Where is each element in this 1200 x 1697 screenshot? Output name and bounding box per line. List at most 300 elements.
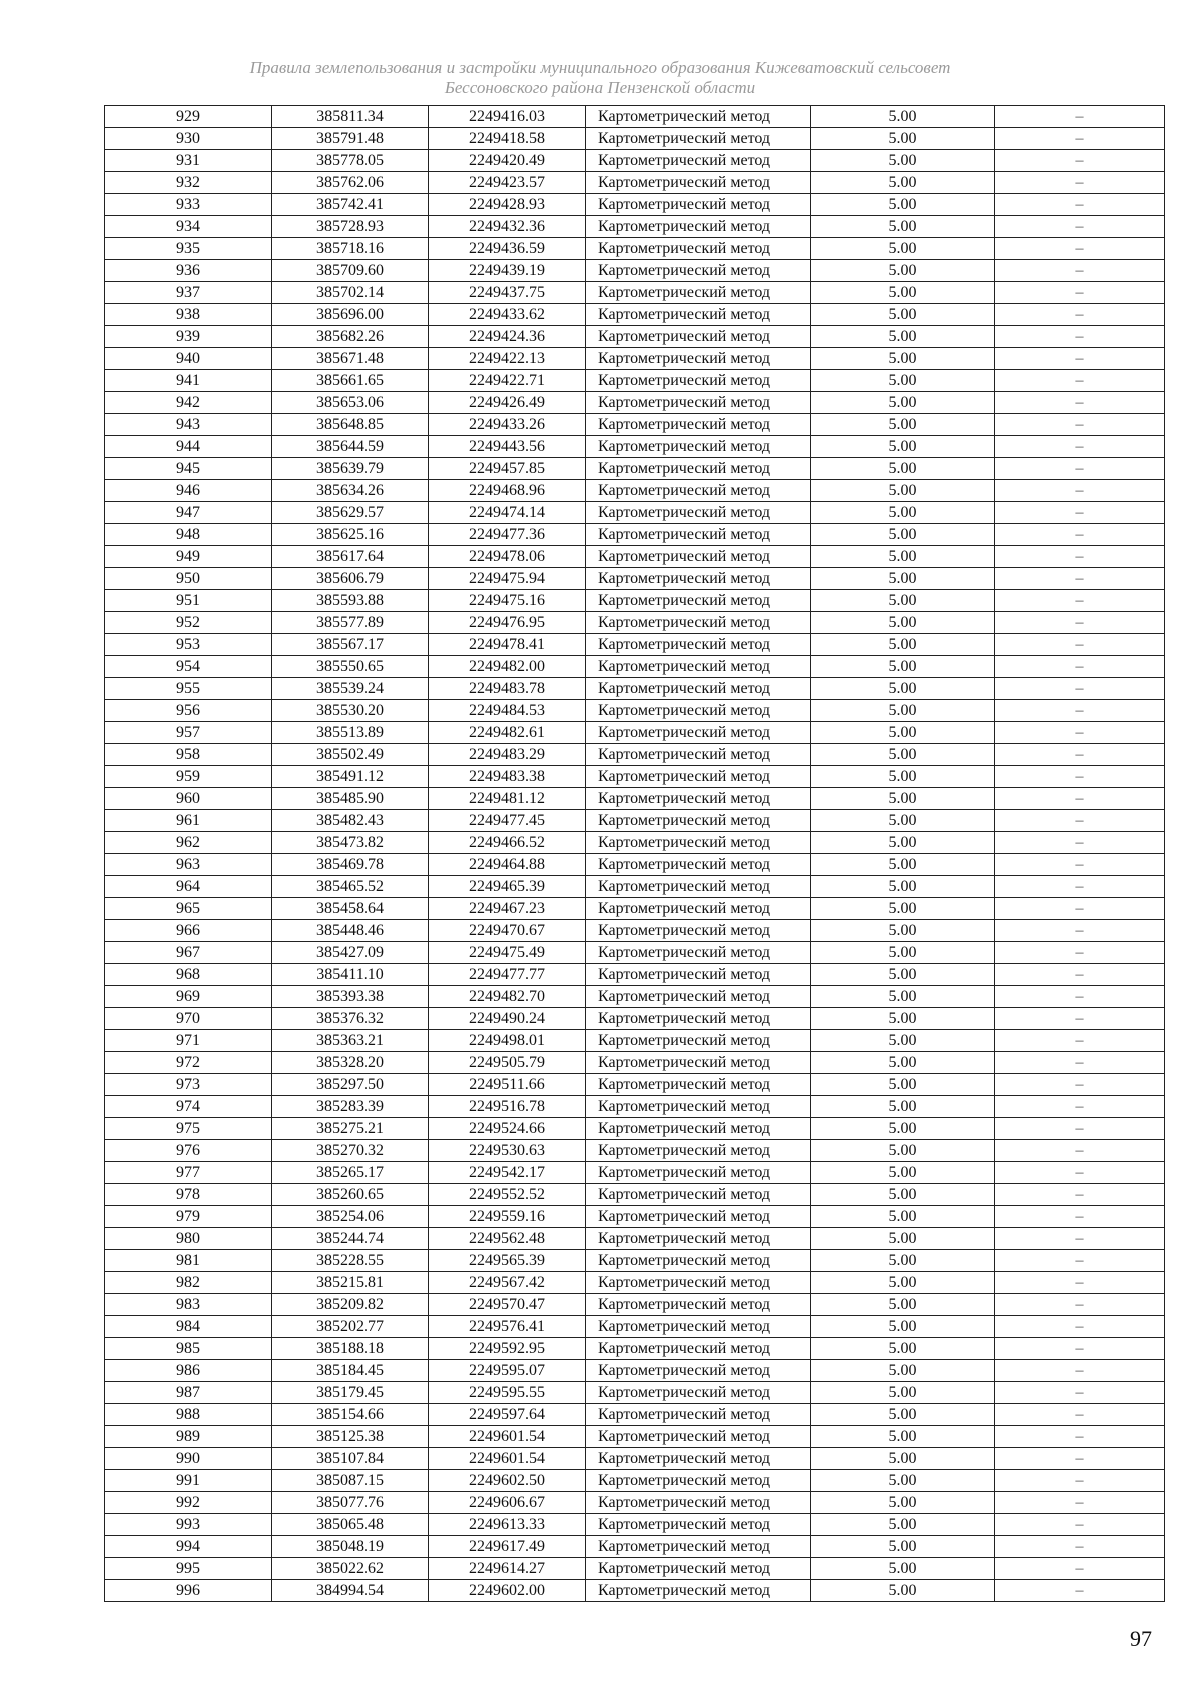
x-coordinate-cell: 385485.90	[272, 788, 429, 810]
note-cell: –	[995, 1382, 1165, 1404]
accuracy-cell: 5.00	[811, 216, 995, 238]
x-coordinate-cell: 385411.10	[272, 964, 429, 986]
method-cell: Картометрический метод	[586, 282, 811, 304]
table-row	[105, 216, 1165, 238]
table-row	[105, 458, 1165, 480]
method-cell: Картометрический метод	[586, 788, 811, 810]
y-coordinate-cell: 2249477.36	[429, 524, 586, 546]
accuracy-cell: 5.00	[811, 1162, 995, 1184]
document-header	[0, 58, 1200, 98]
point-number-cell: 992	[105, 1492, 272, 1514]
accuracy-cell: 5.00	[811, 854, 995, 876]
point-number-cell: 943	[105, 414, 272, 436]
x-coordinate-cell: 385530.20	[272, 700, 429, 722]
x-coordinate-cell: 385209.82	[272, 1294, 429, 1316]
y-coordinate-cell: 2249477.77	[429, 964, 586, 986]
point-number-cell: 932	[105, 172, 272, 194]
point-number-cell: 956	[105, 700, 272, 722]
y-coordinate-cell: 2249465.39	[429, 876, 586, 898]
note-cell: –	[995, 128, 1165, 150]
point-number-cell: 933	[105, 194, 272, 216]
accuracy-cell: 5.00	[811, 832, 995, 854]
accuracy-cell: 5.00	[811, 546, 995, 568]
point-number-cell: 940	[105, 348, 272, 370]
y-coordinate-cell: 2249483.29	[429, 744, 586, 766]
table-row	[105, 502, 1165, 524]
y-coordinate-cell: 2249565.39	[429, 1250, 586, 1272]
note-cell: –	[995, 480, 1165, 502]
table-row	[105, 1426, 1165, 1448]
x-coordinate-cell: 385125.38	[272, 1426, 429, 1448]
accuracy-cell: 5.00	[811, 260, 995, 282]
table-row	[105, 348, 1165, 370]
note-cell: –	[995, 942, 1165, 964]
table-row	[105, 1294, 1165, 1316]
x-coordinate-cell: 385228.55	[272, 1250, 429, 1272]
y-coordinate-cell: 2249524.66	[429, 1118, 586, 1140]
note-cell: –	[995, 1514, 1165, 1536]
method-cell: Картометрический метод	[586, 546, 811, 568]
point-number-cell: 982	[105, 1272, 272, 1294]
accuracy-cell: 5.00	[811, 1008, 995, 1030]
note-cell: –	[995, 1272, 1165, 1294]
y-coordinate-cell: 2249482.00	[429, 656, 586, 678]
table-row	[105, 1140, 1165, 1162]
y-coordinate-cell: 2249511.66	[429, 1074, 586, 1096]
method-cell: Картометрический метод	[586, 1118, 811, 1140]
y-coordinate-cell: 2249601.54	[429, 1448, 586, 1470]
point-number-cell: 971	[105, 1030, 272, 1052]
point-number-cell: 975	[105, 1118, 272, 1140]
table-row	[105, 876, 1165, 898]
point-number-cell: 942	[105, 392, 272, 414]
accuracy-cell: 5.00	[811, 458, 995, 480]
point-number-cell: 990	[105, 1448, 272, 1470]
table-row	[105, 1272, 1165, 1294]
y-coordinate-cell: 2249482.61	[429, 722, 586, 744]
method-cell: Картометрический метод	[586, 854, 811, 876]
method-cell: Картометрический метод	[586, 634, 811, 656]
method-cell: Картометрический метод	[586, 1294, 811, 1316]
note-cell: –	[995, 876, 1165, 898]
note-cell: –	[995, 920, 1165, 942]
table-row	[105, 832, 1165, 854]
point-number-cell: 988	[105, 1404, 272, 1426]
point-number-cell: 958	[105, 744, 272, 766]
y-coordinate-cell: 2249437.75	[429, 282, 586, 304]
point-number-cell: 991	[105, 1470, 272, 1492]
x-coordinate-cell: 385465.52	[272, 876, 429, 898]
accuracy-cell: 5.00	[811, 1558, 995, 1580]
point-number-cell: 981	[105, 1250, 272, 1272]
x-coordinate-cell: 385696.00	[272, 304, 429, 326]
method-cell: Картометрический метод	[586, 1272, 811, 1294]
y-coordinate-cell: 2249422.13	[429, 348, 586, 370]
accuracy-cell: 5.00	[811, 1184, 995, 1206]
accuracy-cell: 5.00	[811, 524, 995, 546]
table-row	[105, 854, 1165, 876]
point-number-cell: 973	[105, 1074, 272, 1096]
accuracy-cell: 5.00	[811, 1382, 995, 1404]
table-row	[105, 678, 1165, 700]
y-coordinate-cell: 2249432.36	[429, 216, 586, 238]
x-coordinate-cell: 385617.64	[272, 546, 429, 568]
point-number-cell: 950	[105, 568, 272, 590]
point-number-cell: 946	[105, 480, 272, 502]
y-coordinate-cell: 2249606.67	[429, 1492, 586, 1514]
note-cell: –	[995, 1162, 1165, 1184]
point-number-cell: 934	[105, 216, 272, 238]
y-coordinate-cell: 2249490.24	[429, 1008, 586, 1030]
point-number-cell: 989	[105, 1426, 272, 1448]
table-row	[105, 370, 1165, 392]
header-line-1: Правила землепользования и застройки муниципального образования Кижеватовский сельсовет	[249, 58, 951, 77]
table-row	[105, 568, 1165, 590]
x-coordinate-cell: 385065.48	[272, 1514, 429, 1536]
table-row	[105, 150, 1165, 172]
y-coordinate-cell: 2249552.52	[429, 1184, 586, 1206]
accuracy-cell: 5.00	[811, 1030, 995, 1052]
table-row	[105, 1558, 1165, 1580]
accuracy-cell: 5.00	[811, 700, 995, 722]
y-coordinate-cell: 2249602.50	[429, 1470, 586, 1492]
y-coordinate-cell: 2249592.95	[429, 1338, 586, 1360]
accuracy-cell: 5.00	[811, 436, 995, 458]
x-coordinate-cell: 385593.88	[272, 590, 429, 612]
point-number-cell: 944	[105, 436, 272, 458]
x-coordinate-cell: 385473.82	[272, 832, 429, 854]
accuracy-cell: 5.00	[811, 106, 995, 128]
x-coordinate-cell: 385567.17	[272, 634, 429, 656]
y-coordinate-cell: 2249428.93	[429, 194, 586, 216]
note-cell: –	[995, 832, 1165, 854]
y-coordinate-cell: 2249567.42	[429, 1272, 586, 1294]
table-row	[105, 1074, 1165, 1096]
table-row	[105, 172, 1165, 194]
method-cell: Картометрический метод	[586, 1008, 811, 1030]
method-cell: Картометрический метод	[586, 216, 811, 238]
note-cell: –	[995, 810, 1165, 832]
method-cell: Картометрический метод	[586, 1470, 811, 1492]
x-coordinate-cell: 385778.05	[272, 150, 429, 172]
y-coordinate-cell: 2249602.00	[429, 1580, 586, 1602]
method-cell: Картометрический метод	[586, 1184, 811, 1206]
accuracy-cell: 5.00	[811, 194, 995, 216]
x-coordinate-cell: 385283.39	[272, 1096, 429, 1118]
note-cell: –	[995, 898, 1165, 920]
y-coordinate-cell: 2249477.45	[429, 810, 586, 832]
table-row	[105, 480, 1165, 502]
method-cell: Картометрический метод	[586, 964, 811, 986]
x-coordinate-cell: 385254.06	[272, 1206, 429, 1228]
table-row	[105, 1470, 1165, 1492]
note-cell: –	[995, 1492, 1165, 1514]
table-row	[105, 1514, 1165, 1536]
y-coordinate-cell: 2249483.78	[429, 678, 586, 700]
note-cell: –	[995, 238, 1165, 260]
point-number-cell: 993	[105, 1514, 272, 1536]
point-number-cell: 939	[105, 326, 272, 348]
note-cell: –	[995, 326, 1165, 348]
x-coordinate-cell: 385513.89	[272, 722, 429, 744]
point-number-cell: 951	[105, 590, 272, 612]
point-number-cell: 938	[105, 304, 272, 326]
note-cell: –	[995, 1228, 1165, 1250]
table-row	[105, 304, 1165, 326]
x-coordinate-cell: 385639.79	[272, 458, 429, 480]
y-coordinate-cell: 2249422.71	[429, 370, 586, 392]
y-coordinate-cell: 2249470.67	[429, 920, 586, 942]
point-number-cell: 930	[105, 128, 272, 150]
point-number-cell: 967	[105, 942, 272, 964]
table-row	[105, 766, 1165, 788]
point-number-cell: 948	[105, 524, 272, 546]
accuracy-cell: 5.00	[811, 964, 995, 986]
coordinates-table-body	[105, 106, 1165, 1602]
note-cell: –	[995, 634, 1165, 656]
x-coordinate-cell: 385376.32	[272, 1008, 429, 1030]
table-row	[105, 282, 1165, 304]
point-number-cell: 936	[105, 260, 272, 282]
point-number-cell: 968	[105, 964, 272, 986]
note-cell: –	[995, 1448, 1165, 1470]
method-cell: Картометрический метод	[586, 502, 811, 524]
y-coordinate-cell: 2249475.16	[429, 590, 586, 612]
table-row	[105, 1228, 1165, 1250]
point-number-cell: 996	[105, 1580, 272, 1602]
point-number-cell: 953	[105, 634, 272, 656]
point-number-cell: 976	[105, 1140, 272, 1162]
x-coordinate-cell: 385188.18	[272, 1338, 429, 1360]
x-coordinate-cell: 385791.48	[272, 128, 429, 150]
accuracy-cell: 5.00	[811, 304, 995, 326]
method-cell: Картометрический метод	[586, 612, 811, 634]
x-coordinate-cell: 385260.65	[272, 1184, 429, 1206]
point-number-cell: 960	[105, 788, 272, 810]
method-cell: Картометрический метод	[586, 436, 811, 458]
table-row	[105, 722, 1165, 744]
accuracy-cell: 5.00	[811, 392, 995, 414]
note-cell: –	[995, 1250, 1165, 1272]
table-row	[105, 1338, 1165, 1360]
point-number-cell: 966	[105, 920, 272, 942]
y-coordinate-cell: 2249570.47	[429, 1294, 586, 1316]
accuracy-cell: 5.00	[811, 480, 995, 502]
x-coordinate-cell: 385458.64	[272, 898, 429, 920]
x-coordinate-cell: 384994.54	[272, 1580, 429, 1602]
accuracy-cell: 5.00	[811, 722, 995, 744]
note-cell: –	[995, 1140, 1165, 1162]
y-coordinate-cell: 2249478.41	[429, 634, 586, 656]
accuracy-cell: 5.00	[811, 1360, 995, 1382]
x-coordinate-cell: 385275.21	[272, 1118, 429, 1140]
note-cell: –	[995, 1294, 1165, 1316]
note-cell: –	[995, 392, 1165, 414]
method-cell: Картометрический метод	[586, 1074, 811, 1096]
x-coordinate-cell: 385448.46	[272, 920, 429, 942]
method-cell: Картометрический метод	[586, 1580, 811, 1602]
point-number-cell: 986	[105, 1360, 272, 1382]
x-coordinate-cell: 385644.59	[272, 436, 429, 458]
y-coordinate-cell: 2249423.57	[429, 172, 586, 194]
method-cell: Картометрический метод	[586, 1250, 811, 1272]
x-coordinate-cell: 385550.65	[272, 656, 429, 678]
table-row	[105, 590, 1165, 612]
method-cell: Картометрический метод	[586, 678, 811, 700]
method-cell: Картометрический метод	[586, 942, 811, 964]
table-row	[105, 436, 1165, 458]
point-number-cell: 957	[105, 722, 272, 744]
table-row	[105, 810, 1165, 832]
table-row	[105, 1030, 1165, 1052]
accuracy-cell: 5.00	[811, 1448, 995, 1470]
x-coordinate-cell: 385087.15	[272, 1470, 429, 1492]
x-coordinate-cell: 385491.12	[272, 766, 429, 788]
note-cell: –	[995, 700, 1165, 722]
y-coordinate-cell: 2249614.27	[429, 1558, 586, 1580]
x-coordinate-cell: 385648.85	[272, 414, 429, 436]
y-coordinate-cell: 2249433.62	[429, 304, 586, 326]
point-number-cell: 965	[105, 898, 272, 920]
point-number-cell: 980	[105, 1228, 272, 1250]
accuracy-cell: 5.00	[811, 1140, 995, 1162]
y-coordinate-cell: 2249443.56	[429, 436, 586, 458]
accuracy-cell: 5.00	[811, 1228, 995, 1250]
y-coordinate-cell: 2249464.88	[429, 854, 586, 876]
note-cell: –	[995, 612, 1165, 634]
y-coordinate-cell: 2249439.19	[429, 260, 586, 282]
page-number: 97	[1130, 1626, 1152, 1651]
accuracy-cell: 5.00	[811, 150, 995, 172]
x-coordinate-cell: 385728.93	[272, 216, 429, 238]
x-coordinate-cell: 385184.45	[272, 1360, 429, 1382]
point-number-cell: 929	[105, 106, 272, 128]
x-coordinate-cell: 385577.89	[272, 612, 429, 634]
y-coordinate-cell: 2249484.53	[429, 700, 586, 722]
x-coordinate-cell: 385661.65	[272, 370, 429, 392]
table-row	[105, 392, 1165, 414]
point-number-cell: 962	[105, 832, 272, 854]
method-cell: Картометрический метод	[586, 106, 811, 128]
method-cell: Картометрический метод	[586, 238, 811, 260]
point-number-cell: 959	[105, 766, 272, 788]
method-cell: Картометрический метод	[586, 568, 811, 590]
point-number-cell: 983	[105, 1294, 272, 1316]
x-coordinate-cell: 385606.79	[272, 568, 429, 590]
y-coordinate-cell: 2249498.01	[429, 1030, 586, 1052]
point-number-cell: 949	[105, 546, 272, 568]
note-cell: –	[995, 106, 1165, 128]
accuracy-cell: 5.00	[811, 744, 995, 766]
y-coordinate-cell: 2249559.16	[429, 1206, 586, 1228]
method-cell: Картометрический метод	[586, 480, 811, 502]
y-coordinate-cell: 2249482.70	[429, 986, 586, 1008]
x-coordinate-cell: 385709.60	[272, 260, 429, 282]
method-cell: Картометрический метод	[586, 326, 811, 348]
accuracy-cell: 5.00	[811, 326, 995, 348]
x-coordinate-cell: 385811.34	[272, 106, 429, 128]
method-cell: Картометрический метод	[586, 172, 811, 194]
x-coordinate-cell: 385762.06	[272, 172, 429, 194]
accuracy-cell: 5.00	[811, 568, 995, 590]
x-coordinate-cell: 385653.06	[272, 392, 429, 414]
note-cell: –	[995, 766, 1165, 788]
x-coordinate-cell: 385154.66	[272, 1404, 429, 1426]
table-row	[105, 260, 1165, 282]
note-cell: –	[995, 546, 1165, 568]
table-row	[105, 700, 1165, 722]
point-number-cell: 963	[105, 854, 272, 876]
point-number-cell: 945	[105, 458, 272, 480]
method-cell: Картометрический метод	[586, 1030, 811, 1052]
y-coordinate-cell: 2249475.49	[429, 942, 586, 964]
table-row	[105, 414, 1165, 436]
note-cell: –	[995, 1118, 1165, 1140]
note-cell: –	[995, 436, 1165, 458]
table-row	[105, 1580, 1165, 1602]
note-cell: –	[995, 1470, 1165, 1492]
table-row	[105, 1360, 1165, 1382]
point-number-cell: 978	[105, 1184, 272, 1206]
y-coordinate-cell: 2249483.38	[429, 766, 586, 788]
accuracy-cell: 5.00	[811, 920, 995, 942]
table-row	[105, 1316, 1165, 1338]
x-coordinate-cell: 385179.45	[272, 1382, 429, 1404]
y-coordinate-cell: 2249595.07	[429, 1360, 586, 1382]
x-coordinate-cell: 385265.17	[272, 1162, 429, 1184]
y-coordinate-cell: 2249476.95	[429, 612, 586, 634]
x-coordinate-cell: 385539.24	[272, 678, 429, 700]
note-cell: –	[995, 656, 1165, 678]
method-cell: Картометрический метод	[586, 1162, 811, 1184]
x-coordinate-cell: 385502.49	[272, 744, 429, 766]
note-cell: –	[995, 1360, 1165, 1382]
method-cell: Картометрический метод	[586, 1316, 811, 1338]
note-cell: –	[995, 1074, 1165, 1096]
y-coordinate-cell: 2249597.64	[429, 1404, 586, 1426]
table-row	[105, 1404, 1165, 1426]
x-coordinate-cell: 385363.21	[272, 1030, 429, 1052]
accuracy-cell: 5.00	[811, 1338, 995, 1360]
y-coordinate-cell: 2249613.33	[429, 1514, 586, 1536]
x-coordinate-cell: 385297.50	[272, 1074, 429, 1096]
note-cell: –	[995, 1536, 1165, 1558]
point-number-cell: 987	[105, 1382, 272, 1404]
table-row	[105, 1448, 1165, 1470]
note-cell: –	[995, 150, 1165, 172]
method-cell: Картометрический метод	[586, 590, 811, 612]
method-cell: Картометрический метод	[586, 1052, 811, 1074]
accuracy-cell: 5.00	[811, 502, 995, 524]
method-cell: Картометрический метод	[586, 1492, 811, 1514]
method-cell: Картометрический метод	[586, 392, 811, 414]
note-cell: –	[995, 1558, 1165, 1580]
accuracy-cell: 5.00	[811, 1514, 995, 1536]
table-row	[105, 1096, 1165, 1118]
table-row	[105, 964, 1165, 986]
table-row	[105, 942, 1165, 964]
x-coordinate-cell: 385077.76	[272, 1492, 429, 1514]
y-coordinate-cell: 2249562.48	[429, 1228, 586, 1250]
y-coordinate-cell: 2249474.14	[429, 502, 586, 524]
y-coordinate-cell: 2249436.59	[429, 238, 586, 260]
note-cell: –	[995, 414, 1165, 436]
y-coordinate-cell: 2249478.06	[429, 546, 586, 568]
point-number-cell: 954	[105, 656, 272, 678]
method-cell: Картометрический метод	[586, 766, 811, 788]
method-cell: Картометрический метод	[586, 1140, 811, 1162]
table-row	[105, 128, 1165, 150]
